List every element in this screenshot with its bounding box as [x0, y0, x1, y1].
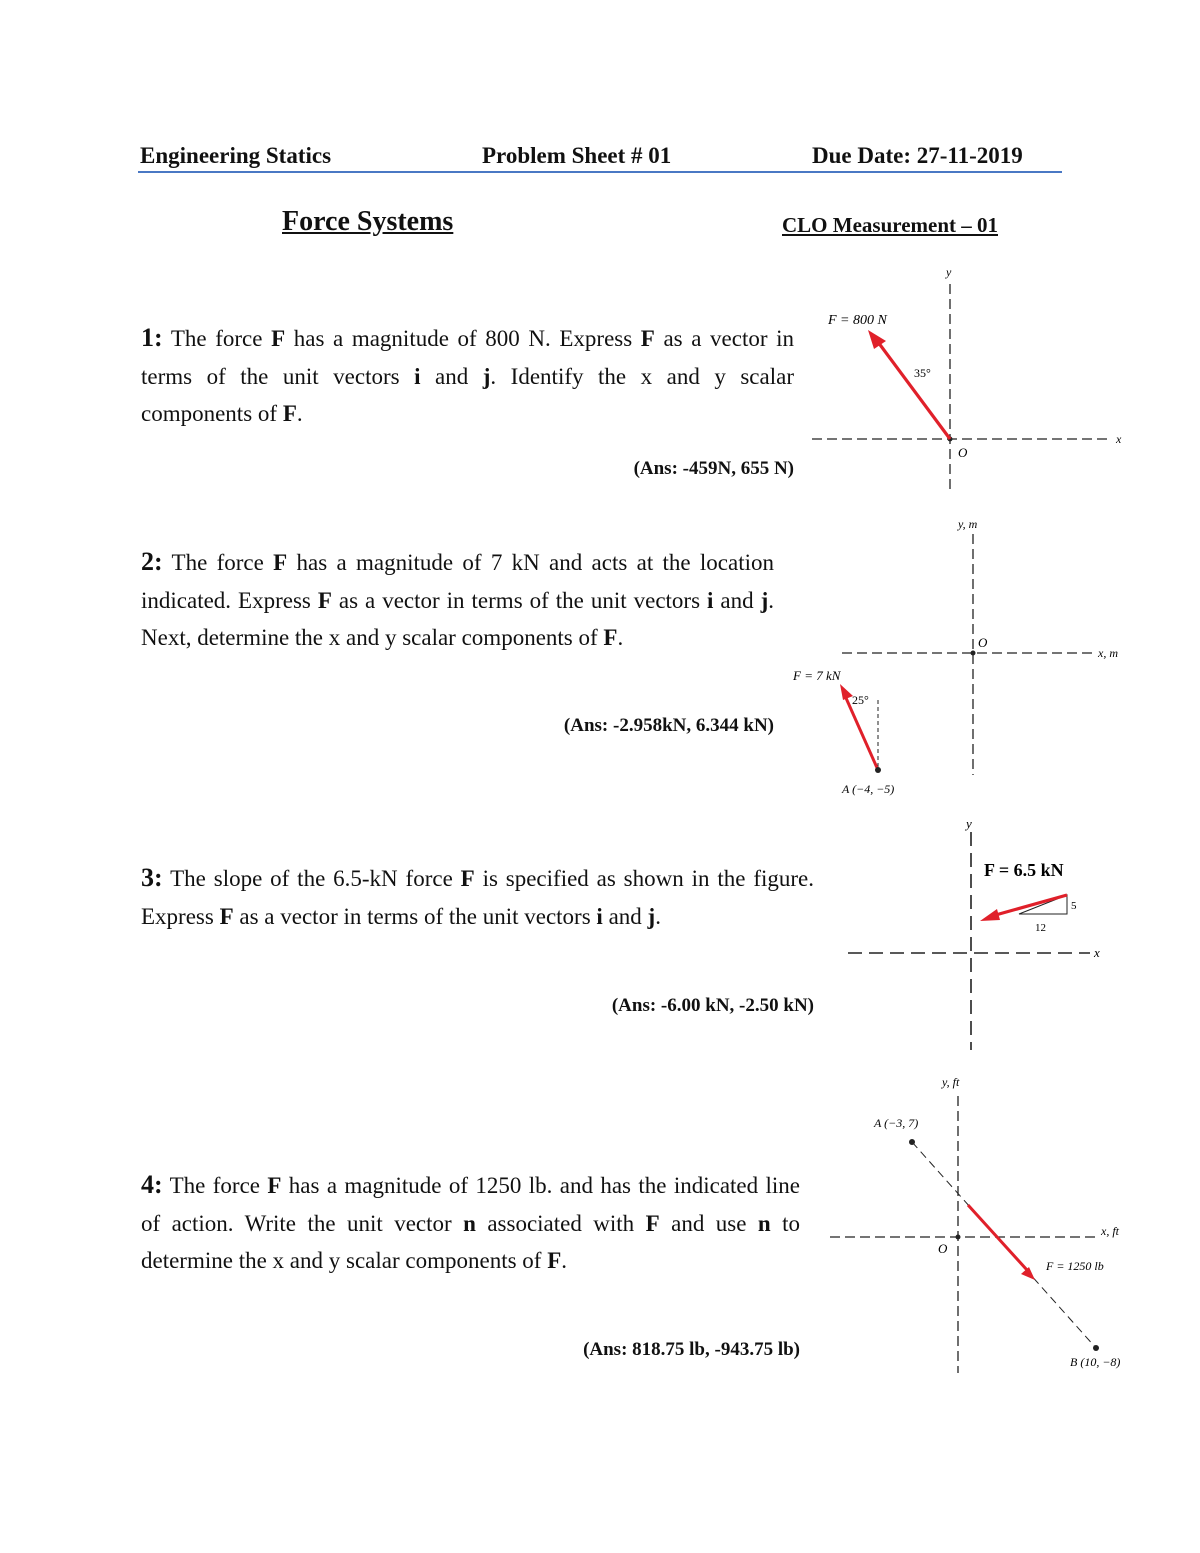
problem-symbol: F — [273, 550, 288, 575]
problem-text: The slope of the 6.5-kN force — [162, 866, 461, 891]
problem-symbol: n — [757, 1210, 771, 1236]
problem-text: as a vector in terms of the unit vectors — [233, 903, 597, 929]
problem-text: is specified as shown in the figure. Express — [141, 866, 814, 929]
problem-text: . Next, determine the x and y scalar components of — [141, 587, 775, 650]
force-vector — [878, 342, 950, 439]
run-label: 12 — [1035, 922, 1046, 934]
x-axis-label: x — [1116, 432, 1122, 446]
due-date: Due Date: 27-11-2019 — [812, 143, 1023, 168]
problem-text: as a vector in terms of the unit vectors — [141, 326, 795, 389]
problem-number: 1: — [141, 323, 163, 352]
origin-point — [971, 651, 976, 656]
x-axis-label: x, ft — [1101, 1224, 1119, 1238]
problem-symbol: n — [463, 1210, 476, 1236]
problem-3-answer: (Ans: -6.00 kN, -2.50 kN) — [611, 995, 814, 1016]
problem-text: and — [713, 587, 761, 613]
problem-2-text — [141, 543, 774, 657]
problem-symbol: F — [267, 1173, 282, 1198]
problem-1-answer: (Ans: -459N, 655 N) — [633, 458, 794, 479]
problem-symbol: F — [282, 401, 297, 426]
point-b-label: B (10, −8) — [1070, 1355, 1121, 1369]
point-a — [909, 1139, 915, 1145]
y-axis-label: y, m — [958, 517, 978, 531]
y-axis-label: y, ft — [942, 1075, 960, 1089]
problem-1-figure — [800, 262, 1140, 497]
problem-text: The force — [162, 1173, 268, 1198]
force-label: F = 6.5 kN — [984, 860, 1064, 880]
header-rule — [138, 171, 1062, 173]
force-label: F = 1250 lb — [1046, 1259, 1104, 1273]
angle-label: 35° — [914, 366, 931, 380]
problem-text: has a magnitude of 800 N. Express — [285, 326, 641, 351]
problem-symbol: i — [414, 363, 421, 389]
problem-text: . — [561, 1248, 568, 1273]
problem-text: The force — [162, 550, 274, 575]
x-axis-label: x, m — [1098, 646, 1118, 660]
problem-3-text — [141, 859, 814, 935]
force-arrowhead — [1021, 1267, 1035, 1280]
force-vector — [846, 698, 878, 770]
page-title: Force Systems — [282, 206, 454, 237]
force-label: F = 7 kN — [793, 668, 841, 683]
point-a — [875, 767, 881, 773]
origin-point — [956, 1235, 961, 1240]
problem-4-figure — [818, 1068, 1148, 1383]
problem-2-answer: (Ans: -2.958kN, 6.344 kN) — [563, 715, 774, 736]
problem-symbol: j — [647, 903, 656, 929]
problem-text: has a magnitude of 1250 lb. and has the indicated line of action. Write the unit vector — [141, 1173, 800, 1236]
point-a-label: A (−4, −5) — [842, 782, 895, 796]
problem-text: . — [655, 903, 661, 929]
problem-symbol: i — [707, 587, 714, 613]
problem-symbol: F — [219, 903, 234, 929]
problem-symbol: F — [460, 866, 475, 891]
problem-text: and use — [659, 1210, 758, 1236]
problem-1-text — [141, 319, 794, 433]
course-title: Engineering Statics — [140, 143, 332, 168]
problem-3-figure — [840, 810, 1120, 1060]
problem-text: associated with — [475, 1210, 646, 1236]
problem-text: . — [617, 625, 624, 650]
problem-text: as a vector in terms of the unit vectors — [331, 587, 708, 613]
problem-text: . Identify the x and y scalar components of — [141, 363, 794, 426]
y-axis-label: y — [966, 816, 972, 831]
origin-label: O — [958, 445, 968, 460]
origin-label: O — [978, 635, 988, 650]
problem-text: . — [296, 401, 303, 426]
problem-4-answer: (Ans: 818.75 lb, -943.75 lb) — [583, 1339, 800, 1360]
problem-symbol: F — [640, 326, 655, 351]
force-arrowhead — [980, 909, 1000, 921]
problem-symbol: F — [645, 1210, 660, 1236]
problem-text: and — [602, 903, 648, 929]
point-b — [1093, 1345, 1099, 1351]
problem-symbol: j — [760, 587, 769, 613]
sheet-number: Problem Sheet # 01 — [482, 143, 672, 168]
angle-label: 25° — [852, 693, 869, 707]
problem-2-figure — [780, 510, 1135, 800]
problem-number: 3: — [141, 863, 163, 892]
force-label: F = 800 N — [828, 313, 887, 328]
problem-number: 4: — [141, 1170, 163, 1199]
problem-symbol: F — [603, 625, 618, 650]
point-a-label: A (−3, 7) — [874, 1116, 919, 1130]
problem-symbol: F — [317, 587, 332, 613]
x-axis-label: x — [1094, 945, 1100, 960]
clo-measurement: CLO Measurement – 01 — [782, 213, 998, 237]
origin-label: O — [938, 1241, 948, 1256]
problem-text: has a magnitude of 7 kN and acts at the location indicated. Express — [141, 550, 774, 613]
problem-text: and — [420, 363, 483, 389]
problem-number: 2: — [141, 547, 163, 576]
y-axis-label: y — [946, 265, 952, 279]
force-arrowhead — [868, 330, 886, 349]
problem-text: The force — [162, 326, 272, 351]
problem-4-text — [141, 1166, 800, 1280]
problem-text: to determine the x and y scalar components of — [141, 1210, 800, 1273]
problem-symbol: F — [271, 326, 286, 351]
rise-label: 5 — [1071, 900, 1077, 912]
force-vector — [992, 895, 1067, 916]
problem-symbol: F — [547, 1248, 562, 1273]
problem-symbol: j — [482, 363, 491, 389]
problem-symbol: i — [596, 903, 603, 929]
